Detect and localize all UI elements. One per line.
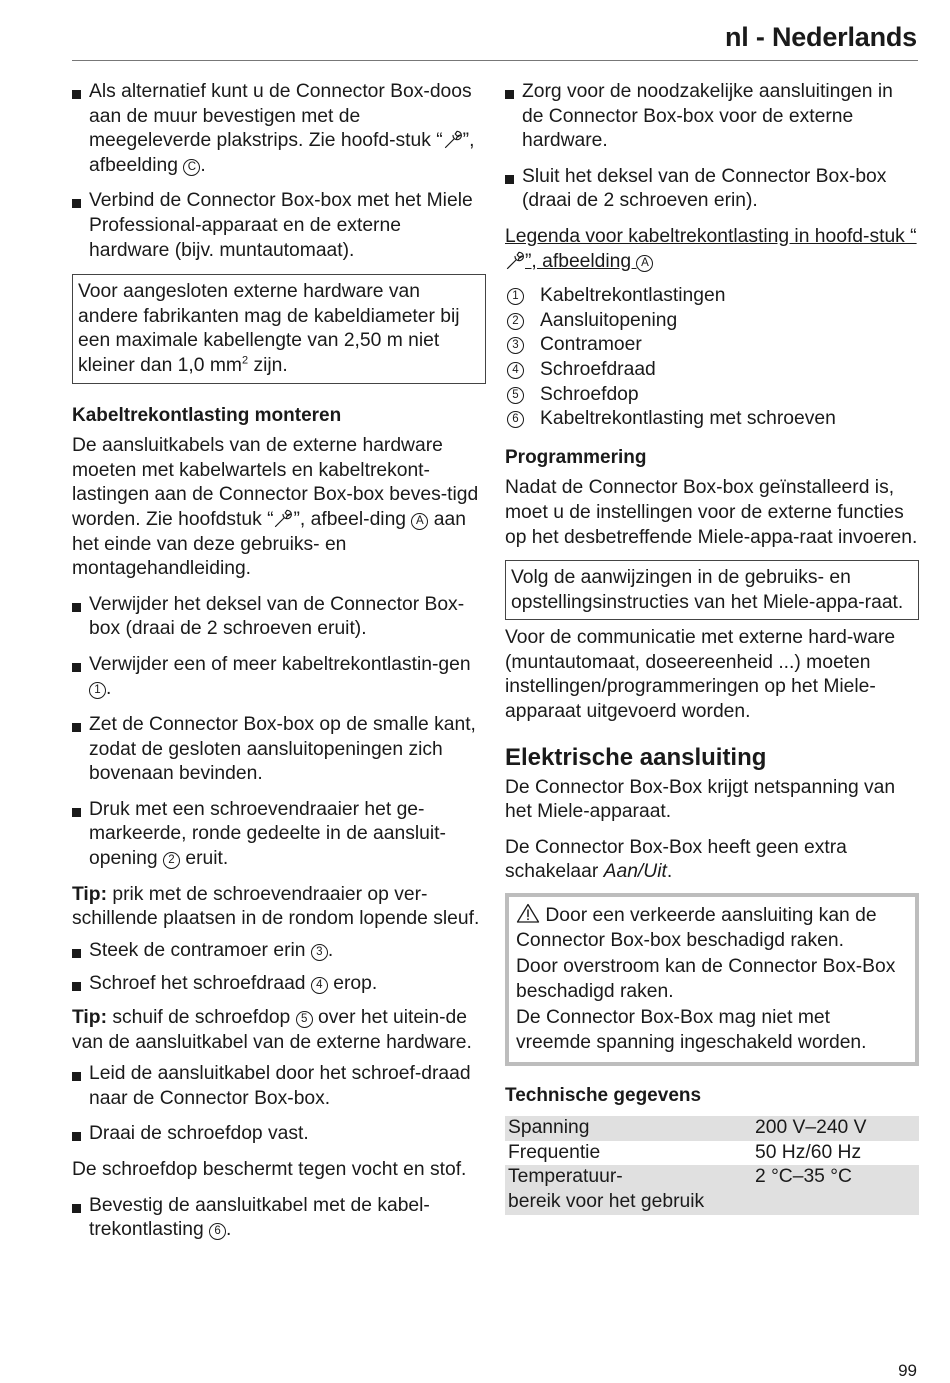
right-column xyxy=(505,80,919,1215)
page-title: nl - Nederlands xyxy=(724,22,917,52)
wrench-icon xyxy=(505,251,525,270)
bullet-screw-thread: Schroef het schroefdraad 4 erop. xyxy=(72,972,486,997)
figure-ref-marker: A xyxy=(636,255,653,272)
item-number-marker: 1 xyxy=(507,288,524,305)
table-row xyxy=(505,1165,919,1214)
header-divider xyxy=(72,60,918,61)
strain-relief-intro: De aansluitkabels van de externe hardware moeten met kabelwartels en kabeltrekont-lastingen aan de Connector Box-box beves-tigd worden. Zie hoofdstuk “ ”, afbeel-ding A aan het einde van deze gebruiks- en montagehandleiding. xyxy=(72,435,479,580)
bullet-press-knockout: Druk met een schroevendraaier het ge-markeerde, ronde gedeelte in de aansluit-opening 2 eruit. xyxy=(72,798,486,872)
list-item: 4 Schroefdraad xyxy=(505,358,919,383)
item-number-marker: 4 xyxy=(507,362,524,379)
warning-line: De Connector Box-Box mag niet met vreemde spanning ingeschakeld worden. xyxy=(516,1007,867,1053)
item-number-marker: 3 xyxy=(507,337,524,354)
bullet-remove-cover: Verwijder het deksel van de Connector Box-box (draai de 2 schroeven eruit). xyxy=(72,593,486,642)
technical-data-table xyxy=(505,1116,919,1214)
wrench-icon xyxy=(273,509,293,528)
item-number-marker: 5 xyxy=(296,1011,313,1028)
bullet-fasten-cable: Bevestig de aansluitkabel met de kabel-trekontlasting 6 . xyxy=(72,1194,486,1243)
section-heading-programming: Programmering xyxy=(505,446,647,468)
left-column xyxy=(72,80,486,1243)
tip-screwdriver: Tip: prik met de schroevendraaier op ver-schillende plaatsen in de rondom lopende sleuf. xyxy=(72,883,480,930)
warning-line: Door een verkeerde aansluiting kan de Connector Box-box beschadigd raken. xyxy=(516,905,877,951)
bullet-place-box: Zet de Connector Box-box op de smalle kant, zodat de gesloten aansluitopeningen zich bovenaan bevinden. xyxy=(72,713,486,787)
bullet-make-connections: Zorg voor de noodzakelijke aansluitingen in de Connector Box-box voor de externe hardware. xyxy=(505,80,919,154)
cap-protection-text: De schroefdop beschermt tegen vocht en stof. xyxy=(72,1158,467,1180)
item-number-marker: 6 xyxy=(507,411,524,428)
bullet-route-cable: Leid de aansluitkabel door het schroef-draad naar de Connector Box-box. xyxy=(72,1062,486,1111)
table-cell-label: Spanning xyxy=(505,1116,752,1141)
bullet-remove-strain-relief: Verwijder een of meer kabeltrekontlastin-gen 1 . xyxy=(72,653,486,702)
instructions-note: Volg de aanwijzingen in de gebruiks- en opstellingsinstructies van het Miele-appa-raat. xyxy=(505,560,919,620)
item-number-marker: 2 xyxy=(507,313,524,330)
table-cell-value: 2 °C–35 °C xyxy=(752,1165,919,1214)
bullet-insert-locknut: Steek de contramoer erin 3 . xyxy=(72,939,486,964)
cable-diameter-note: Voor aangesloten externe hardware van andere fabrikanten mag de kabeldiameter bij een maximale kabellengte van 2,50 m niet kleiner dan 1,0 $mm^2$ zijn. xyxy=(72,274,486,383)
warning-triangle-icon xyxy=(516,903,540,923)
bullet-connect-box: Verbind de Connector Box-box met het Miele Professional-apparaat en de externe hardware (bijv. muntautomaat). xyxy=(72,189,486,263)
wrench-icon xyxy=(443,130,463,149)
list-item: 6 Kabeltrekontlasting met schroeven xyxy=(505,407,919,432)
bullet-wall-mount: Als alternatief kunt u de Connector Box-doos aan de muur bevestigen met de meegeleverde plakstrips. Zie hoofd-stuk “ ”, afbeelding C . xyxy=(72,80,486,178)
figure-ref-marker: C xyxy=(183,159,200,176)
figure-ref-marker: A xyxy=(411,513,428,530)
list-item: 1 Kabeltrekontlastingen xyxy=(505,284,919,309)
communication-text: Voor de communicatie met externe hard-ware (muntautomaat, doseereenheid ...) moeten instellingen/programmeringen op het Miele-apparaat uitgevoerd worden. xyxy=(505,627,896,723)
legend-list xyxy=(505,284,919,432)
item-number-marker: 4 xyxy=(311,977,328,994)
table-cell-value: 50 Hz/60 Hz xyxy=(755,1141,862,1163)
table-row xyxy=(505,1141,919,1166)
list-item: 2 Aansluitopening xyxy=(505,309,919,334)
programming-text: Nadat de Connector Box-box geïnstalleerd is, moet u de instellingen voor de externe functies op het desbetreffende Miele-appa-raat invoeren. xyxy=(505,477,918,548)
item-number-marker: 5 xyxy=(507,387,524,404)
legend-title: Legenda voor kabeltrekontlasting in hoofd-stuk “”, afbeelding A xyxy=(505,225,917,272)
item-number-marker: 3 xyxy=(311,944,328,961)
bullet-close-cover: Sluit het deksel van de Connector Box-box (draai de 2 schroeven erin). xyxy=(505,165,919,214)
electrical-switch-text: De Connector Box-Box heeft geen extra schakelaar Aan/Uit. xyxy=(505,836,847,883)
table-cell-label: Temperatuur- bereik voor het gebruik xyxy=(505,1165,752,1214)
warning-box xyxy=(505,893,919,1066)
item-number-marker: 2 xyxy=(163,852,180,869)
section-heading-technical: Technische gegevens xyxy=(505,1084,702,1106)
list-item: 5 Schroefdop xyxy=(505,383,919,408)
list-item: 3 Contramoer xyxy=(505,333,919,358)
electrical-power-text: De Connector Box-Box krijgt netspanning van het Miele-apparaat. xyxy=(505,776,896,823)
table-cell-label: Frequentie xyxy=(508,1141,601,1163)
warning-line: Door overstroom kan de Connector Box-Box beschadigd raken. xyxy=(516,956,896,1002)
table-row xyxy=(505,1116,919,1141)
bullet-tighten-cap: Draai de schroefdop vast. xyxy=(72,1122,486,1147)
item-number-marker: 6 xyxy=(209,1223,226,1240)
section-heading-strain-relief: Kabeltrekontlasting monteren xyxy=(72,404,342,426)
page-number: 99 xyxy=(898,1361,917,1380)
item-number-marker: 1 xyxy=(89,682,106,699)
section-heading-electrical: Elektrische aansluiting xyxy=(505,743,767,771)
tip-screw-cap: Tip: schuif de schroefdop 5 over het uitein-de van de aansluitkabel van de externe hardware. xyxy=(72,1007,472,1053)
table-cell-value: 200 V–240 V xyxy=(752,1116,919,1141)
